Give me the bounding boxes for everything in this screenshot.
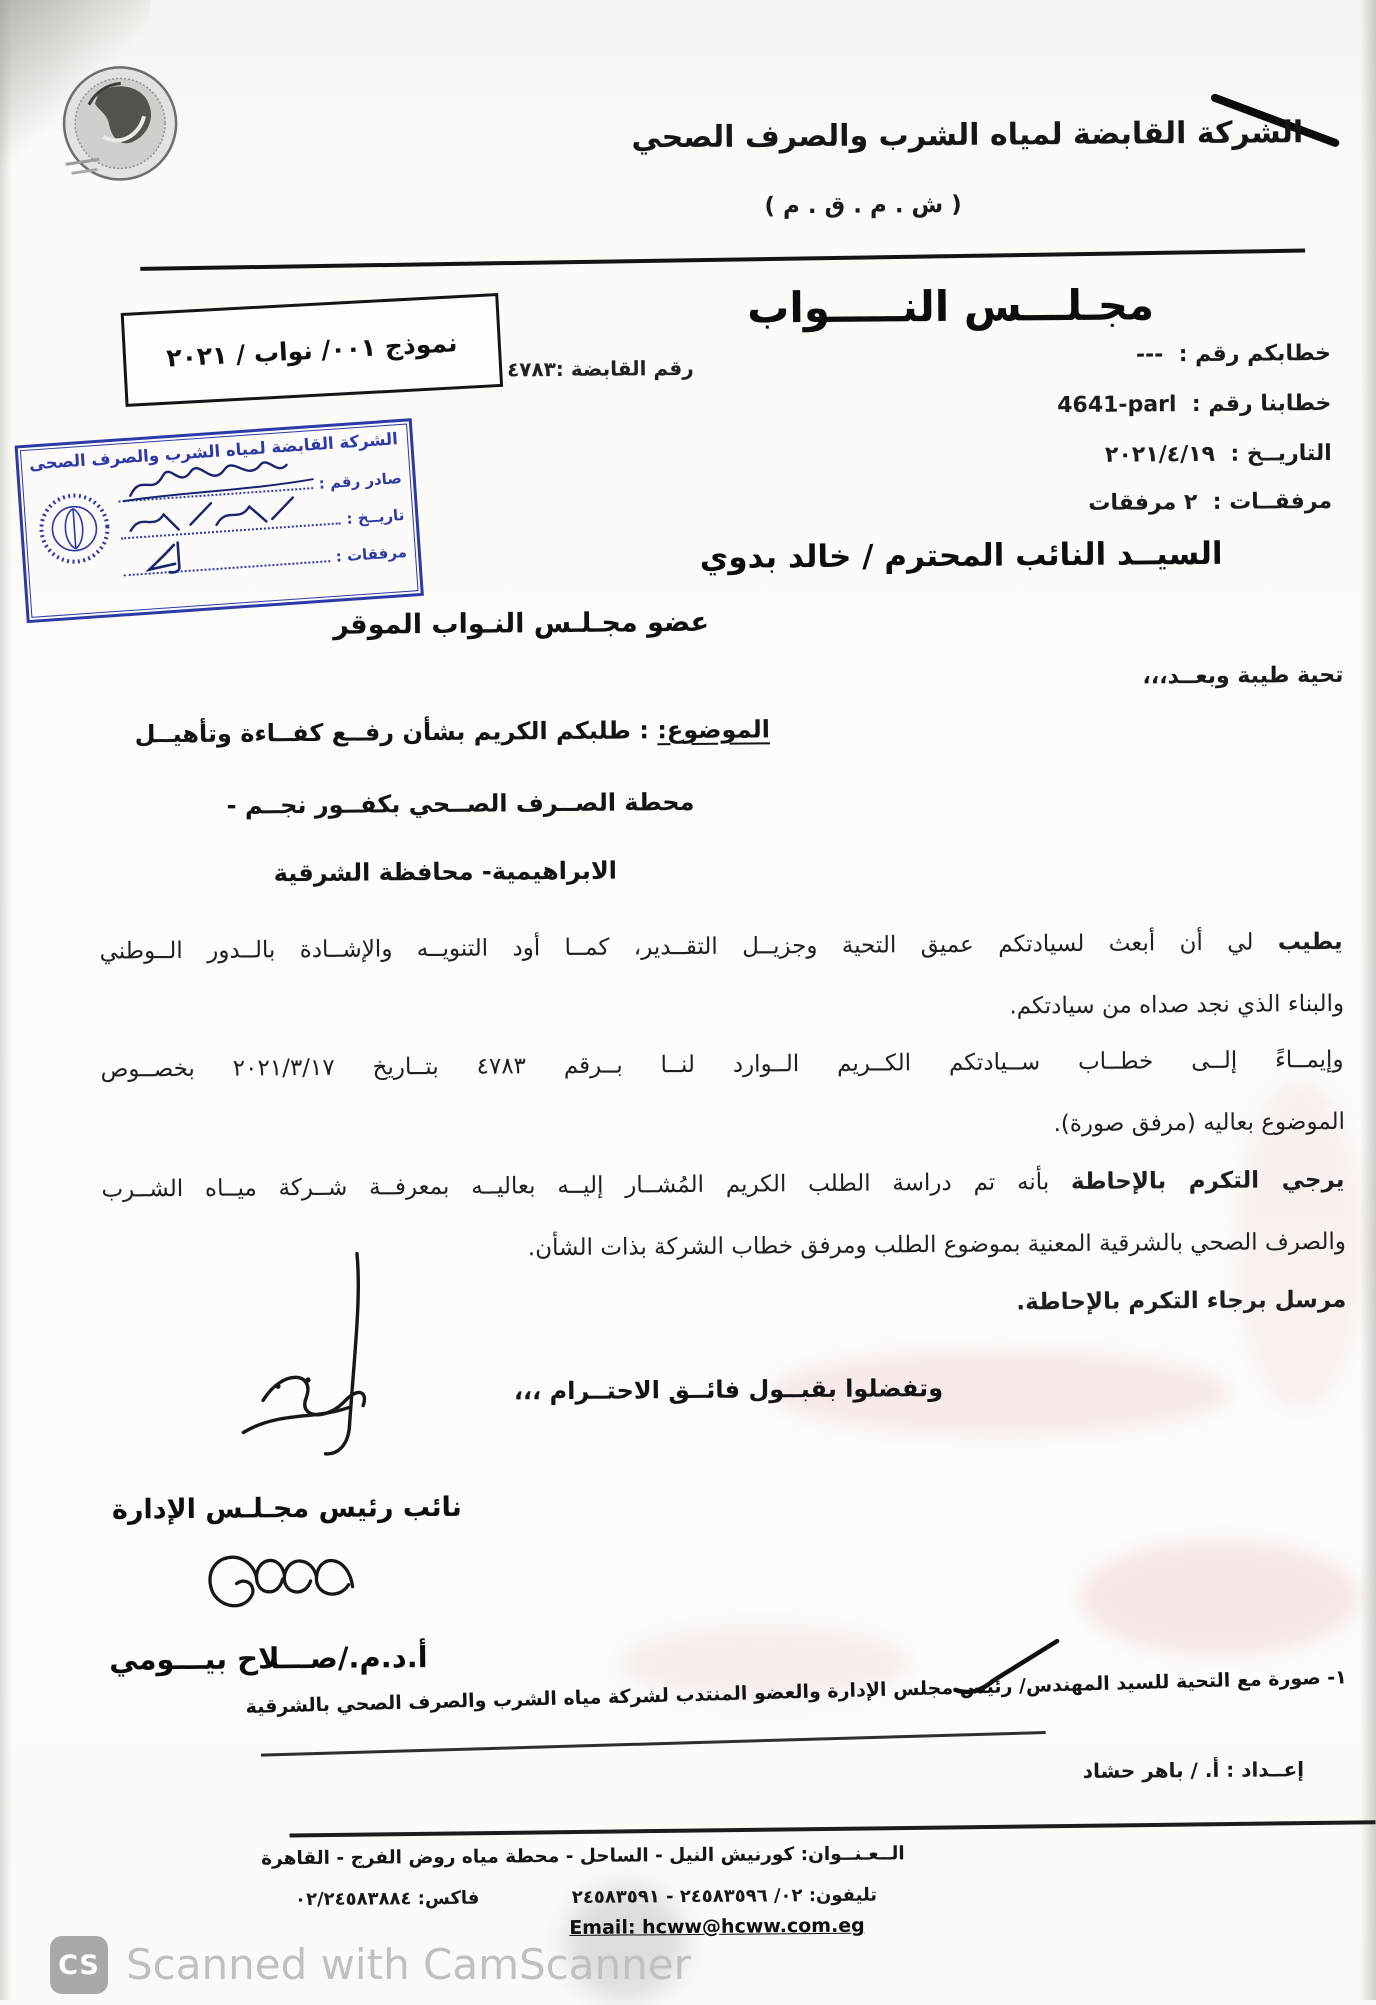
stamp-handwritten-count [121, 534, 243, 580]
company-logo-emblem [59, 64, 182, 187]
field-value: ٢ مرفقات [1088, 489, 1198, 516]
body-paragraph-3-line-2: والصرف الصحي بالشرقية المعنية بموضوع الطلب ومرفق خطاب الشركة بذات الشأن. [527, 1228, 1347, 1262]
field-label: التاريــخ : [1230, 440, 1332, 467]
camscanner-watermark-label: Scanned with CamScanner [126, 1940, 691, 1989]
paragraph-text: لي أن أبعث لسيادتكم عميق التحية وجزيــل التقــدير، كمــا أود التنويــه والإشــادة بالــدور الــوطني [99, 929, 1278, 965]
form-number-box [121, 293, 503, 407]
greeting-line: تحية طيبة وبعــد،،، [1142, 662, 1344, 690]
field-label: خطابنا رقم : [1191, 390, 1332, 418]
holding-ref: رقم القابضة :٤٧٨٣ [506, 355, 694, 382]
subject-line-1 [135, 715, 770, 748]
subject-line-2: محطة الصــرف الصــحي بكفــور نجــم - [226, 787, 695, 820]
company-title: الشركة القابضة لمياه الشرب والصرف الصحي [631, 115, 1304, 156]
header-divider-rule [140, 249, 1305, 271]
fax-label: فاكس: [417, 1887, 480, 1910]
paragraph-lead-word: يطيب [1277, 928, 1343, 956]
body-paragraph-3-line-1 [101, 1167, 1344, 1203]
company-abbr: ( ش . م . ق . م ) [764, 191, 962, 220]
footer-fax [295, 1888, 480, 1910]
field-label: خطابكم رقم : [1178, 340, 1332, 368]
phone-label: تليفون: [808, 1884, 878, 1907]
company-logo [59, 64, 182, 187]
camscanner-logo: CS [50, 1936, 108, 1994]
received-stamp [15, 418, 424, 623]
body-paragraph-1-line-1 [99, 929, 1342, 965]
footnote-underline-rule [261, 1731, 1046, 1756]
body-paragraph-4: مرسل برجاء التكرم بالإحاطة. [1016, 1286, 1347, 1316]
stamp-title: الشركة القابضة لمياه الشرب والصرف الصحى [28, 429, 399, 474]
prepared-by: إعــداد : أ. / باهر حشاد [1082, 1757, 1305, 1783]
stamp-row-label: تاريــخ : [345, 505, 405, 528]
stamp-row-label: صادر رقم : [318, 469, 403, 493]
signer-name: أ.د.م./صـــلاح بيـــومي [109, 1640, 428, 1677]
stamp-row-label: مرفقات : [335, 542, 408, 566]
field-our-letter-no [1057, 391, 1331, 418]
field-your-letter-no [1136, 341, 1331, 368]
form-number: نموذج ٠٠١/ نواب / ٢٠٢١ [165, 327, 459, 373]
stamp-emblem [29, 470, 120, 587]
subject-label: الموضوع: [657, 715, 770, 745]
handwritten-signature-name [172, 1535, 369, 1633]
footer-email: Email: hcww@hcww.com.eg [569, 1914, 865, 1939]
addressee-name: السيــد النائب المحترم / خالد بدوي [699, 535, 1223, 576]
field-value: --- [1135, 342, 1164, 368]
field-value: 4641-parl [1057, 392, 1177, 419]
footer-address: الــعـنــوان: كورنيش النيل - الساحل - محطة مياه روض الفرج - القاهرة [261, 1843, 905, 1870]
closing-salutation: وتفضلوا بقبــول فائــق الاحتــرام ،،، [513, 1374, 944, 1406]
subject-text: : طلبكم الكريم بشأن رفــع كفــاءة وتأهيــل [134, 716, 658, 749]
field-attachments [1088, 489, 1332, 516]
fax-value: ٠٢/٢٤٥٨٣٨٨٤ [294, 1888, 412, 1911]
cc-footnote: ١- صورة مع التحية للسيد المهندس/ رئيس مجلس الإدارة والعضو المنتدب لشركة مياه الشرب والصرف الصحي بالشرقية [245, 1666, 1348, 1719]
field-date [1105, 441, 1332, 468]
addressee-role: عضو مجـلـس النـواب الموقر [333, 606, 710, 641]
footer-phone [572, 1885, 877, 1908]
field-label: مرفقــات : [1212, 488, 1333, 515]
received-stamp-frame [20, 424, 419, 618]
subject-line-3: الابراهيمية- محافظة الشرقية [273, 856, 618, 888]
field-value: ٢٠٢١/٤/١٩ [1104, 441, 1216, 468]
stamp-row-line [122, 536, 330, 576]
phone-value: ٠٢/ ٢٤٥٨٣٥٩٦ - ٢٤٥٨٣٥٩١ [571, 1885, 803, 1908]
footer-phone-fax-row [295, 1885, 877, 1911]
paragraph-text: بأنه تم دراسة الطلب الكريم المُشــار إليــه بعاليــه بمعرفــة شــركة ميــاه الشــرب [101, 1168, 1072, 1203]
signer-title: نائب رئيس مجـلـس الإدارة [111, 1491, 462, 1526]
body-paragraph-2-line-1: وإيمــاءً إلــى خطــاب ســيادتكم الكــريم الــوارد لنــا بــرقم ٤٧٨٣ بتــاريخ ٢٠٢١/٣/١٧ بخصــوص [100, 1046, 1344, 1083]
paragraph-lead-words: يرجي التكرم بالإحاطة [1070, 1166, 1345, 1195]
footer-divider-rule [290, 1820, 1376, 1837]
body-paragraph-2-line-2: الموضوع بعاليه (مرفق صورة). [1053, 1108, 1346, 1138]
recipient-org-heading: مجـلـــس النـــــواب [746, 280, 1155, 333]
handwritten-signature-flourish [207, 1247, 429, 1484]
body-paragraph-1-line-2: والبناء الذي نجد صداه من سيادتكم. [1009, 990, 1345, 1020]
